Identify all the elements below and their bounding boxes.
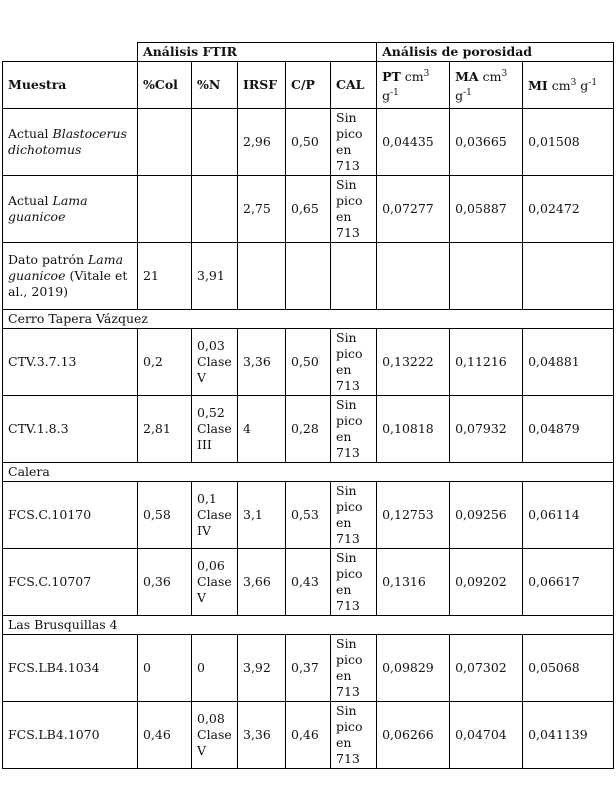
irsf-cell: 2,75 — [238, 176, 286, 243]
col-header-muestra: Muestra — [3, 62, 138, 109]
pt-cell: 0,06266 — [377, 702, 450, 769]
n-pct-cell: 0,08 Clase V — [192, 702, 238, 769]
mi-cell: 0,041139 — [523, 702, 614, 769]
cp-cell: 0,43 — [286, 549, 331, 616]
mi-cell: 0,01508 — [523, 109, 614, 176]
table-row — [3, 109, 614, 176]
table-row — [3, 635, 614, 702]
muestra-cell: FCS.C.10170 — [3, 482, 138, 549]
cal-cell — [331, 243, 377, 310]
section-title: Calera — [3, 463, 614, 482]
muestra-it-text: Lama guanicoe — [8, 252, 124, 283]
table-row — [3, 396, 614, 463]
table-row — [3, 243, 614, 310]
muestra-cell — [3, 243, 138, 310]
cal-cell: Sin pico en 713 — [331, 396, 377, 463]
ma-cell: 0,07932 — [450, 396, 523, 463]
col-header-cp: C/P — [286, 62, 331, 109]
muestra-cell: FCS.C.10707 — [3, 549, 138, 616]
irsf-cell: 3,36 — [238, 329, 286, 396]
mi-cell: 0,04881 — [523, 329, 614, 396]
cal-cell: Sin pico en 713 — [331, 329, 377, 396]
irsf-cell: 2,96 — [238, 109, 286, 176]
n-pct-cell: 0 — [192, 635, 238, 702]
cp-cell: 0,28 — [286, 396, 331, 463]
mi-cell: 0,05068 — [523, 635, 614, 702]
table-row — [3, 482, 614, 549]
ma-cell: 0,09256 — [450, 482, 523, 549]
cp-cell: 0,46 — [286, 702, 331, 769]
n-pct-cell: 3,91 — [192, 243, 238, 310]
pt-cell: 0,09829 — [377, 635, 450, 702]
pt-cell — [377, 243, 450, 310]
col-pct-cell: 0,46 — [138, 702, 192, 769]
irsf-cell: 3,1 — [238, 482, 286, 549]
irsf-cell: 3,66 — [238, 549, 286, 616]
pt-cell: 0,10818 — [377, 396, 450, 463]
corner-cell — [3, 43, 138, 62]
cal-cell: Sin pico en 713 — [331, 702, 377, 769]
ma-cell: 0,07302 — [450, 635, 523, 702]
pt-cell: 0,07277 — [377, 176, 450, 243]
cp-cell: 0,50 — [286, 109, 331, 176]
group-header-porosity: Análisis de porosidad — [377, 43, 614, 62]
cal-cell: Sin pico en 713 — [331, 635, 377, 702]
irsf-cell: 3,36 — [238, 702, 286, 769]
table-row — [3, 549, 614, 616]
section-row — [3, 463, 614, 482]
muestra-pre-text: Dato patrón — [8, 252, 88, 267]
col-pct-cell: 0,36 — [138, 549, 192, 616]
table-row — [3, 176, 614, 243]
muestra-cell: CTV.1.8.3 — [3, 396, 138, 463]
irsf-cell: 3,92 — [238, 635, 286, 702]
muestra-pre-text: Actual — [8, 126, 53, 141]
cp-cell: 0,37 — [286, 635, 331, 702]
col-header-irsf: IRSF — [238, 62, 286, 109]
col-header-ma: MA $cm^3$ $g^{-1}$ — [450, 62, 523, 109]
ma-cell: 0,09202 — [450, 549, 523, 616]
n-pct-cell: 0,1 Clase IV — [192, 482, 238, 549]
col-pct-cell: 0 — [138, 635, 192, 702]
col-header-n: %N — [192, 62, 238, 109]
pt-cell: 0,13222 — [377, 329, 450, 396]
col-header-cal: CAL — [331, 62, 377, 109]
col-header-pt: PT $cm^3$ $g^{-1}$ — [377, 62, 450, 109]
muestra-cell: CTV.3.7.13 — [3, 329, 138, 396]
mi-cell: 0,06617 — [523, 549, 614, 616]
muestra-post-text: (Vitale et al., 2019) — [8, 268, 128, 299]
table-row — [3, 329, 614, 396]
col-pct-cell: 0,58 — [138, 482, 192, 549]
section-row — [3, 616, 614, 635]
cal-cell: Sin pico en 713 — [331, 482, 377, 549]
mi-cell: 0,02472 — [523, 176, 614, 243]
muestra-cell: FCS.LB4.1070 — [3, 702, 138, 769]
col-pct-cell — [138, 176, 192, 243]
ma-cell: 0,03665 — [450, 109, 523, 176]
cal-cell: Sin pico en 713 — [331, 549, 377, 616]
col-pct-cell: 2,81 — [138, 396, 192, 463]
col-pct-cell: 21 — [138, 243, 192, 310]
mi-cell: 0,04879 — [523, 396, 614, 463]
muestra-it-text: Blastocerus dichotomus — [8, 126, 127, 157]
cp-cell — [286, 243, 331, 310]
n-pct-cell — [192, 176, 238, 243]
cal-cell: Sin pico en 713 — [331, 109, 377, 176]
section-title: Cerro Tapera Vázquez — [3, 310, 614, 329]
ma-cell: 0,11216 — [450, 329, 523, 396]
n-pct-cell: 0,52 Clase III — [192, 396, 238, 463]
col-header-col: %Col — [138, 62, 192, 109]
ma-cell: 0,04704 — [450, 702, 523, 769]
section-title: Las Brusquillas 4 — [3, 616, 614, 635]
ma-cell — [450, 243, 523, 310]
muestra-cell — [3, 109, 138, 176]
results-table — [2, 42, 614, 769]
n-pct-cell — [192, 109, 238, 176]
muestra-pre-text: Actual — [8, 193, 53, 208]
col-pct-cell — [138, 109, 192, 176]
muestra-cell — [3, 176, 138, 243]
ma-cell: 0,05887 — [450, 176, 523, 243]
cal-cell: Sin pico en 713 — [331, 176, 377, 243]
cp-cell: 0,53 — [286, 482, 331, 549]
pt-cell: 0,04435 — [377, 109, 450, 176]
muestra-cell: FCS.LB4.1034 — [3, 635, 138, 702]
pt-cell: 0,1316 — [377, 549, 450, 616]
irsf-cell: 4 — [238, 396, 286, 463]
col-header-mi: MI $cm^3$ $g^{-1}$ — [523, 62, 614, 109]
group-header-ftir: Análisis FTIR — [138, 43, 377, 62]
n-pct-cell: 0,06 Clase V — [192, 549, 238, 616]
section-row — [3, 310, 614, 329]
mi-cell: 0,06114 — [523, 482, 614, 549]
col-pct-cell: 0,2 — [138, 329, 192, 396]
cp-cell: 0,50 — [286, 329, 331, 396]
cp-cell: 0,65 — [286, 176, 331, 243]
muestra-it-text: Lama guanicoe — [8, 193, 88, 224]
n-pct-cell: 0,03 Clase V — [192, 329, 238, 396]
table-row — [3, 702, 614, 769]
pt-cell: 0,12753 — [377, 482, 450, 549]
mi-cell — [523, 243, 614, 310]
irsf-cell — [238, 243, 286, 310]
